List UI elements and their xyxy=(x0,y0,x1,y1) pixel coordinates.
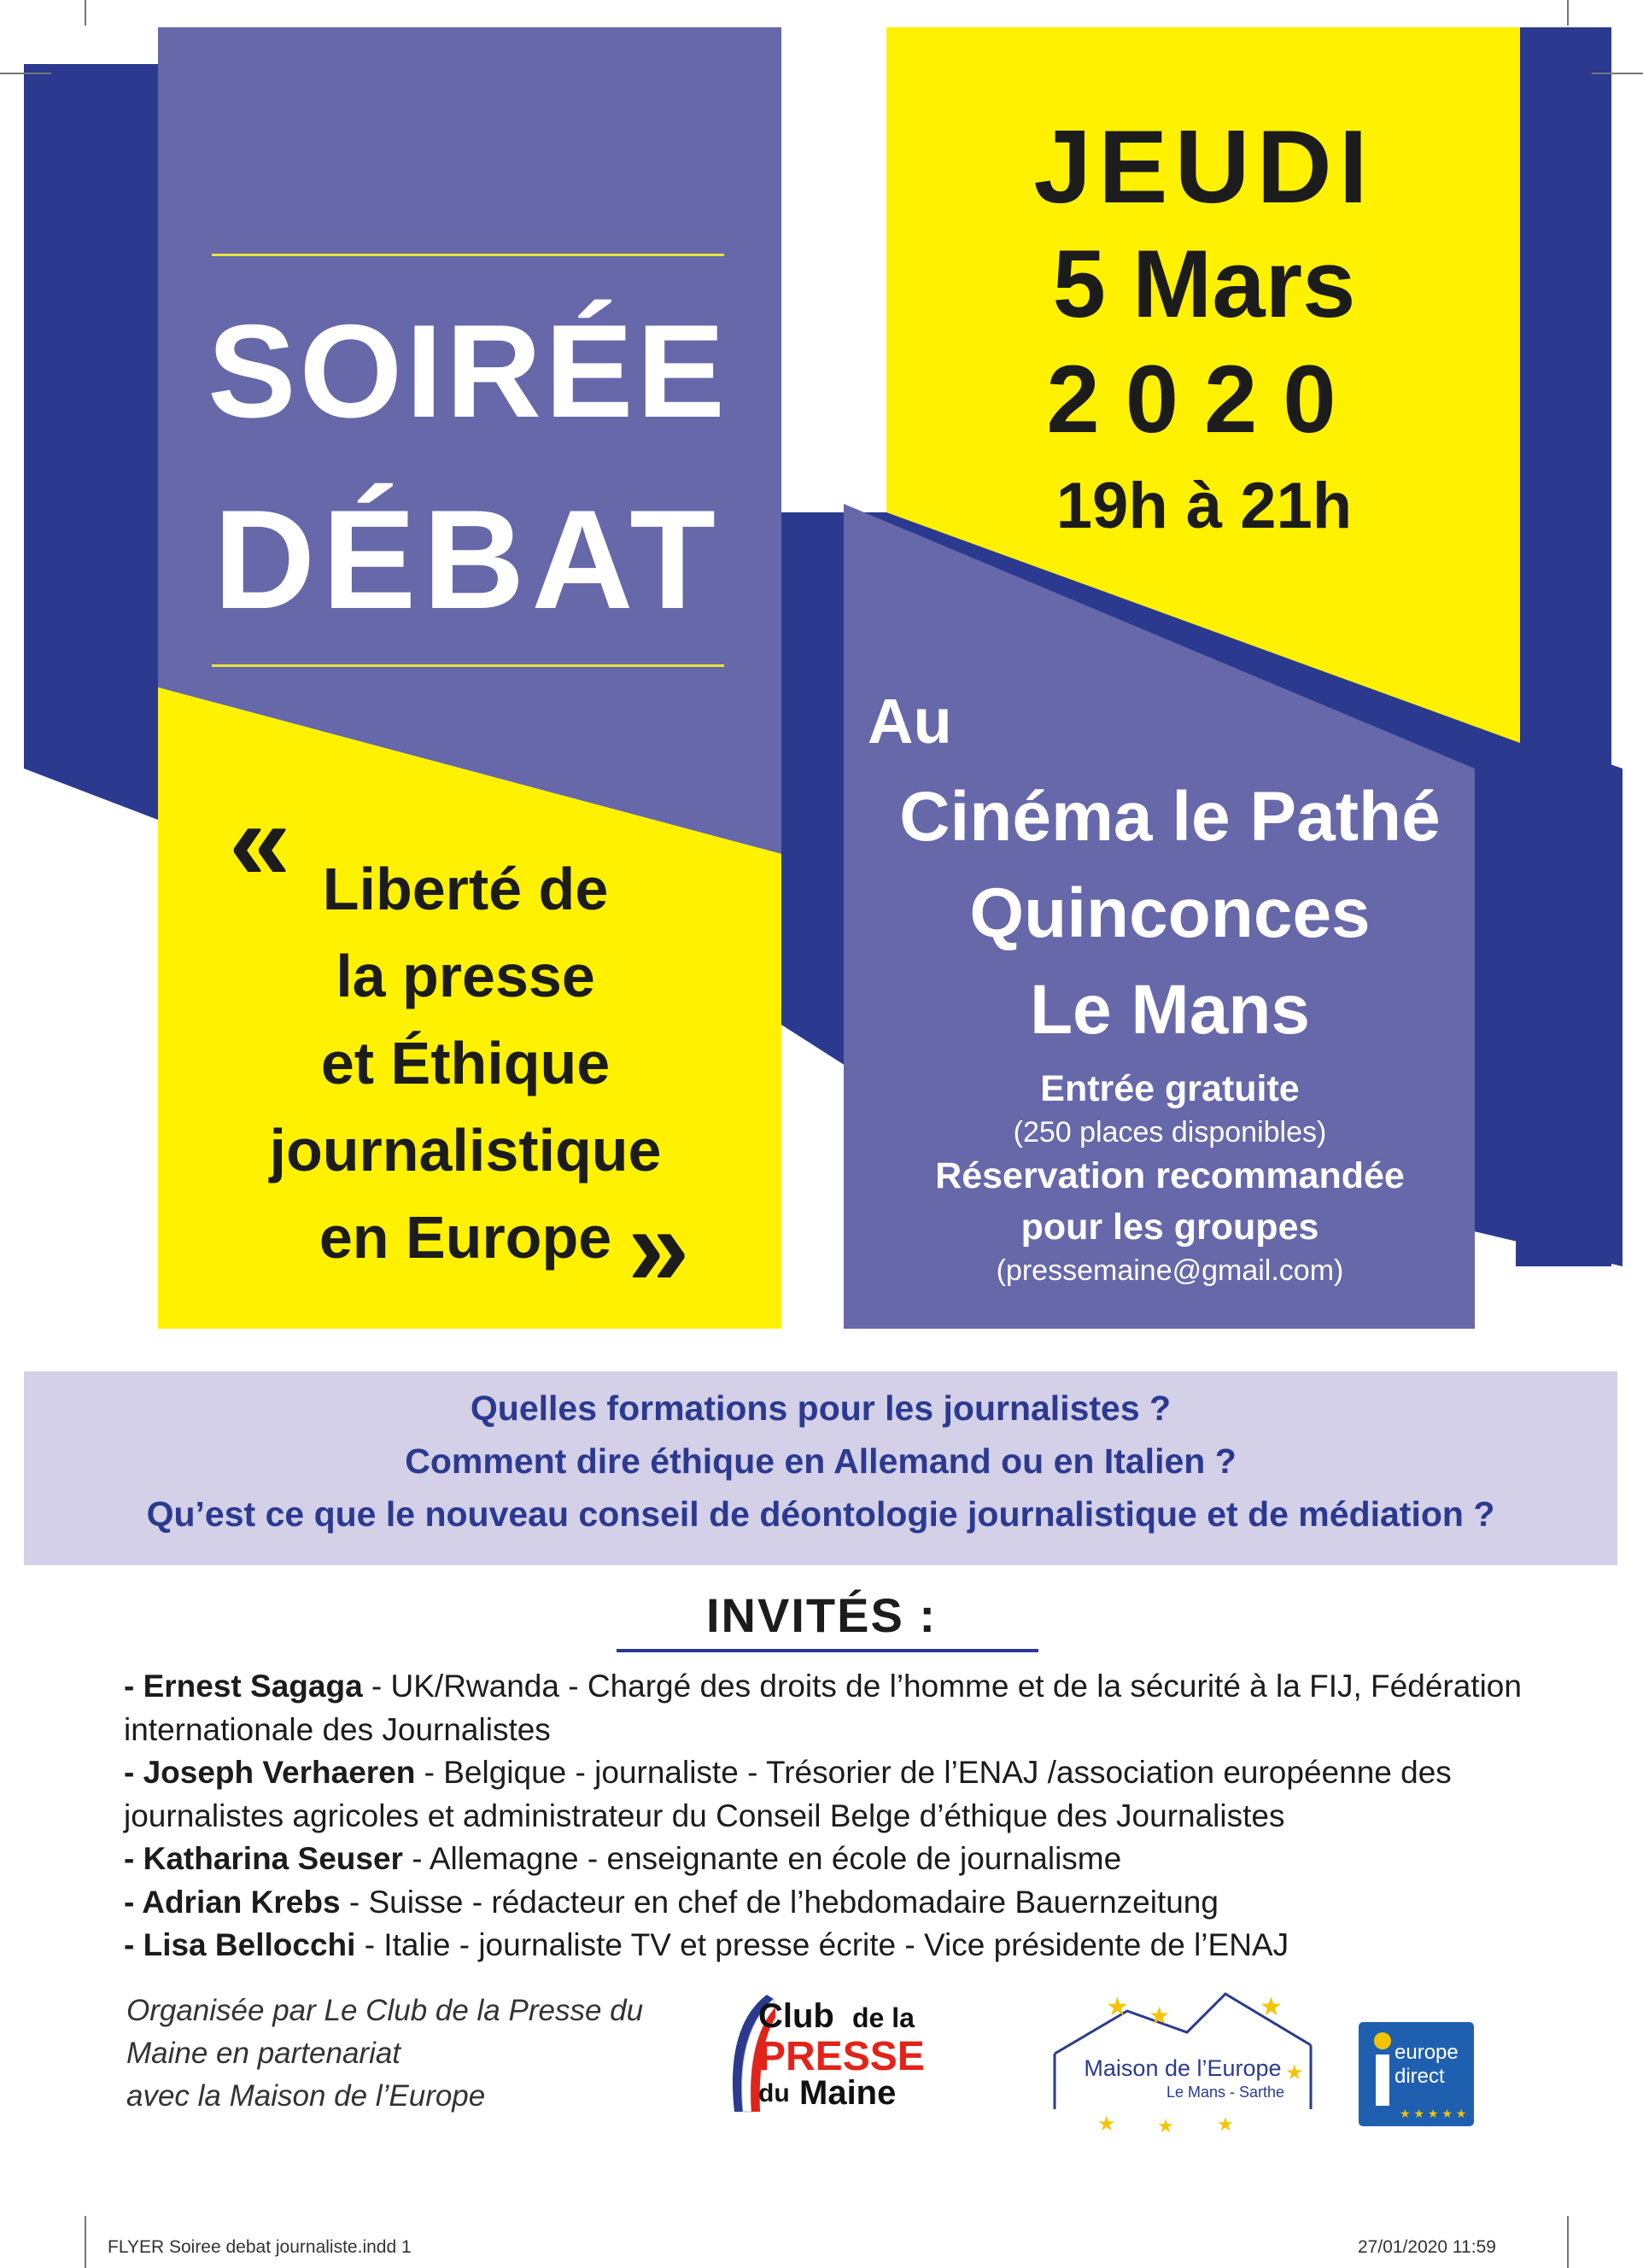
guest-item xyxy=(124,1881,1541,1925)
svg-text:★: ★ xyxy=(1285,2061,1304,2084)
maison-city: Le Mans - Sarthe xyxy=(1166,2084,1285,2101)
title-rule-bottom xyxy=(212,664,724,667)
reservation-line: Réservation recommandée xyxy=(935,1155,1405,1196)
venue-prefix: Au xyxy=(868,686,952,757)
print-slug xyxy=(0,2237,1643,2268)
guest-list xyxy=(124,1665,1541,1967)
guest-details: - Belgique - journaliste - Trésorier de l’ENAJ /association européenne des journalistes agricoles et administrateur du Conseil Belge d’éthique des Journalistes xyxy=(124,1755,1452,1833)
question: Comment dire éthique en Allemand ou en Italien ? xyxy=(405,1441,1237,1481)
organiser-note xyxy=(126,1990,724,2118)
guest-name: - Lisa Bellocchi xyxy=(124,1927,356,1962)
club-word: Maine xyxy=(799,2074,897,2112)
guest-name: - Katharina Seuser xyxy=(124,1841,403,1876)
venue-line: Cinéma le Pathé xyxy=(899,778,1441,856)
club-word: du xyxy=(758,2079,790,2107)
guest-details: - Suisse - rédacteur en chef de l’hebdomadaire Bauernzeitung xyxy=(340,1884,1219,1920)
guest-item xyxy=(124,1751,1541,1838)
venue-name xyxy=(845,769,1494,1058)
quote-close-icon: » xyxy=(628,1184,690,1309)
contact-email[interactable]: (pressemaine@gmail.com) xyxy=(996,1254,1344,1287)
topic-line: et Éthique xyxy=(320,1030,611,1096)
topic-line: la presse xyxy=(336,943,595,1009)
maison-name: Maison de l’Europe xyxy=(1084,2055,1282,2081)
organiser-line: avec la Maison de l’Europe xyxy=(126,2079,486,2113)
slug-timestamp: 27/01/2020 11:59 xyxy=(1358,2237,1496,2257)
guest-item xyxy=(124,1665,1541,1751)
navy-band-left xyxy=(24,64,158,820)
club-presse-logo xyxy=(724,1992,938,2137)
date-day: JEUDI xyxy=(1033,108,1375,225)
date-date: 5 Mars xyxy=(1052,231,1356,337)
guest-item xyxy=(124,1838,1541,1881)
date-time: 19h à 21h xyxy=(1055,470,1353,542)
europe-direct-word: europe xyxy=(1395,2041,1459,2064)
club-word-presse: PRESSE xyxy=(758,2034,925,2079)
europe-direct-logo xyxy=(1359,2022,1474,2126)
guest-item xyxy=(124,1924,1541,1967)
title-rule-top xyxy=(212,254,724,256)
reservation-line: pour les groupes xyxy=(1020,1207,1319,1248)
question: Qu’est ce que le nouveau conseil de déontologie journalistique et de médiation ? xyxy=(146,1494,1495,1534)
europe-direct-word: direct xyxy=(1395,2065,1445,2088)
topic-line: journalistique xyxy=(269,1117,662,1184)
guest-name: - Ernest Sagaga xyxy=(124,1669,363,1704)
venue-line: Le Mans xyxy=(1029,971,1311,1049)
guest-details: - Allemagne - enseignante en école de journalisme xyxy=(402,1841,1122,1876)
organiser-line: Maine en partenariat xyxy=(126,2037,401,2070)
date-year: 2020 xyxy=(1046,346,1362,453)
quote-open-icon: « xyxy=(229,779,291,903)
svg-text:★: ★ xyxy=(1260,1993,1283,2021)
club-word: de la xyxy=(852,2002,915,2033)
guests-heading: INVITÉS : xyxy=(705,1588,938,1642)
slug-filename: FLYER Soiree debat journaliste.indd 1 xyxy=(108,2237,412,2257)
capacity: (250 places disponibles) xyxy=(1013,1116,1327,1149)
question: Quelles formations pour les journalistes ? xyxy=(470,1388,1172,1428)
title-soiree: SOIRÉE xyxy=(208,297,728,445)
svg-text:★: ★ xyxy=(1149,2002,1171,2029)
svg-text:★: ★ xyxy=(1106,1993,1129,2021)
guest-name: - Adrian Krebs xyxy=(124,1884,341,1920)
entry-free: Entrée gratuite xyxy=(1040,1068,1300,1109)
organiser-line: Organisée par Le Club de la Presse du xyxy=(126,1994,644,2027)
club-word: Club xyxy=(758,1997,834,2035)
guests-underline xyxy=(617,1649,1038,1652)
guest-details: - UK/Rwanda - Chargé des droits de l’homme et de la sécurité à la FIJ, Fédération internationale des Journalistes xyxy=(124,1669,1522,1747)
venue xyxy=(845,675,1494,1058)
title-debat: DÉBAT xyxy=(213,481,723,638)
topic-line: en Europe xyxy=(319,1204,612,1271)
svg-text:★: ★ xyxy=(1157,2115,1174,2135)
svg-text:★: ★ xyxy=(1097,2113,1116,2135)
admission-info xyxy=(845,1063,1494,1289)
questions xyxy=(24,1382,1617,1540)
guest-details: - Italie - journaliste TV et presse écrite - Vice présidente de l’ENAJ xyxy=(355,1927,1289,1962)
venue-line: Quinconces xyxy=(969,874,1371,952)
maison-europe-logo xyxy=(1046,1985,1354,2135)
svg-text:★: ★ xyxy=(1217,2113,1234,2135)
svg-text:★ ★ ★ ★ ★: ★ ★ ★ ★ ★ xyxy=(1400,2107,1467,2120)
guest-name: - Joseph Verhaeren xyxy=(124,1755,416,1790)
topic-line: Liberté de xyxy=(322,856,609,922)
